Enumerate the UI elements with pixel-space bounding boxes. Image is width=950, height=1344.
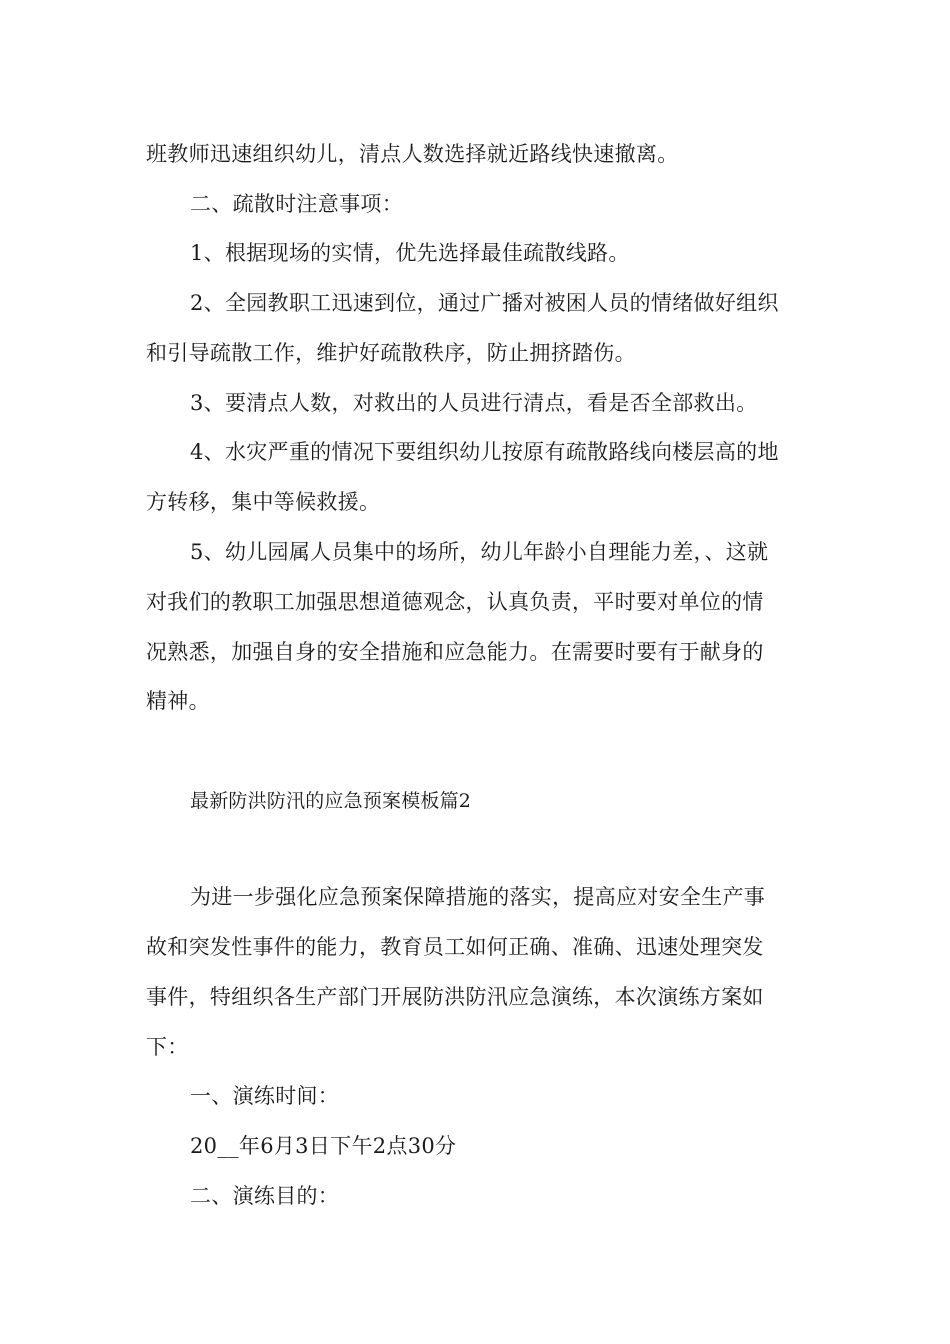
list-item-5-line-2: 对我们的教职工加强思想道德观念，认真负责，平时要对单位的情 [146,590,764,614]
intro-line-4: 下： [146,1035,189,1059]
list-item-2-line-1: 2、全园教职工迅速到位，通过广播对被困人员的情绪做好组织 [190,291,779,315]
subheading-drill-purpose: 二、演练目的： [190,1184,340,1208]
list-item-4-line-2: 方转移，集中等候救援。 [146,490,381,514]
list-item-2-line-2: 和引导疏散工作，维护好疏散秩序，防止拥挤踏伤。 [146,341,636,365]
list-item-4-line-1: 4、水灾严重的情况下要组织幼儿按原有疏散路线向楼层高的地 [190,440,779,464]
list-item-3: 3、要清点人数，对救出的人员进行清点，看是否全部救出。 [190,391,758,415]
list-item-1: 1、根据现场的实情，优先选择最佳疏散线路。 [190,241,630,265]
subheading-drill-time: 一、演练时间： [190,1084,340,1108]
paragraph-line: 班教师迅速组织幼儿，清点人数选择就近路线快速撤离。 [146,142,679,166]
intro-line-1: 为进一步强化应急预案保障措施的落实，提高应对安全生产事 [190,885,766,909]
subheading-evacuation-notes: 二、疏散时注意事项： [190,192,403,216]
drill-time-value: 20__年6月3日下午2点30分 [190,1134,457,1158]
list-item-5-line-1: 5、幼儿园属人员集中的场所，幼儿年龄小自理能力差，、这就 [190,540,769,564]
list-item-5-line-3: 况熟悉，加强自身的安全措施和应急能力。在需要时要有于献身的 [146,640,764,664]
intro-line-2: 故和突发性事件的能力，教育员工如何正确、准确、迅速处理突发 [146,935,764,959]
section-title: 最新防洪防汛的应急预案模板篇2 [190,790,472,812]
list-item-5-line-4: 精神。 [146,689,210,713]
intro-line-3: 事件，特组织各生产部门开展防洪防汛应急演练，本次演练方案如 [146,985,764,1009]
